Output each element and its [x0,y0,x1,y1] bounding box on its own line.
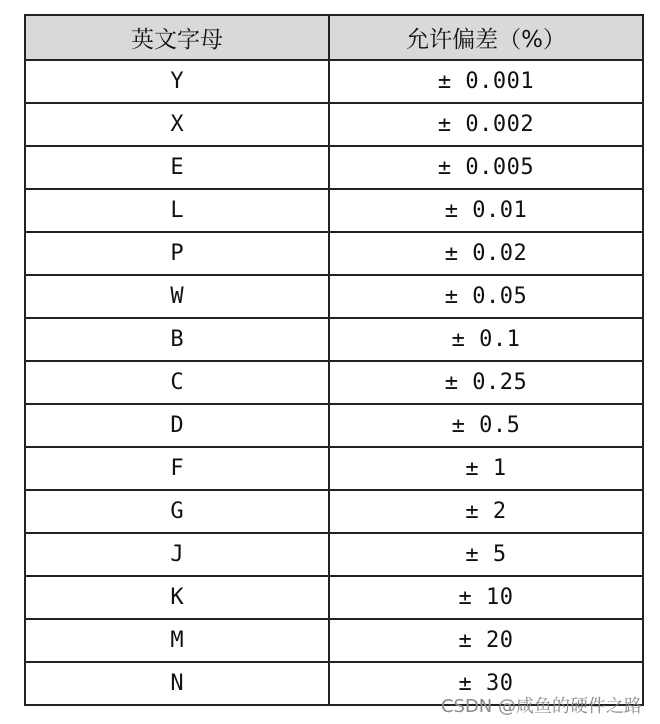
table-row [25,361,643,404]
table-row [25,619,643,662]
letter-cell: D [25,404,329,447]
tolerance-cell: ± 1 [329,447,643,490]
table-row [25,189,643,232]
table-row [25,275,643,318]
letter-cell: Y [25,60,329,103]
table-row [25,103,643,146]
letter-cell: G [25,490,329,533]
letter-cell: K [25,576,329,619]
letter-cell: B [25,318,329,361]
table-row [25,60,643,103]
tolerance-cell: ± 0.25 [329,361,643,404]
tolerance-cell: ± 10 [329,576,643,619]
letter-cell: E [25,146,329,189]
table-row [25,490,643,533]
table-row [25,576,643,619]
letter-cell: X [25,103,329,146]
tolerance-cell: ± 5 [329,533,643,576]
header-letter-code: 英文字母 [25,15,329,60]
table-row [25,447,643,490]
letter-cell: J [25,533,329,576]
tolerance-cell: ± 0.05 [329,275,643,318]
table-header-row [25,15,643,60]
letter-cell: L [25,189,329,232]
watermark-text: CSDN @咸鱼的硬件之路 [440,696,642,717]
tolerance-cell: ± 0.02 [329,232,643,275]
letter-cell: C [25,361,329,404]
tolerance-cell: ± 0.001 [329,60,643,103]
tolerance-cell: ± 0.005 [329,146,643,189]
letter-cell: W [25,275,329,318]
header-tolerance: 允许偏差（%） [329,15,643,60]
table-row [25,146,643,189]
table-row [25,533,643,576]
tolerance-cell: ± 0.1 [329,318,643,361]
table-row [25,404,643,447]
table-row [25,232,643,275]
letter-cell: M [25,619,329,662]
letter-cell: N [25,662,329,705]
tolerance-cell: ± 0.01 [329,189,643,232]
tolerance-cell: ± 20 [329,619,643,662]
letter-cell: F [25,447,329,490]
table-row [25,318,643,361]
letter-cell: P [25,232,329,275]
tolerance-cell: ± 0.5 [329,404,643,447]
tolerance-code-table [24,14,644,706]
tolerance-cell: ± 0.002 [329,103,643,146]
tolerance-cell: ± 2 [329,490,643,533]
tolerance-cell: ± 30 [329,662,643,705]
tolerance-table-container [24,14,642,706]
